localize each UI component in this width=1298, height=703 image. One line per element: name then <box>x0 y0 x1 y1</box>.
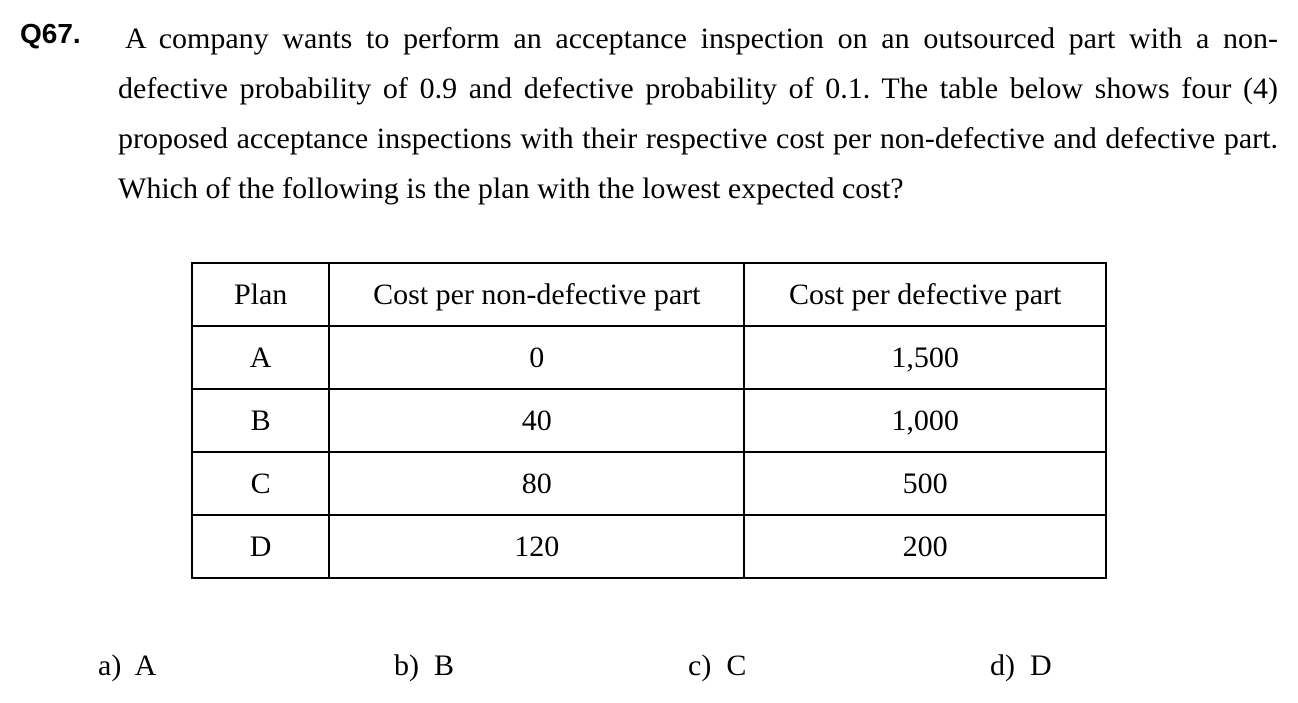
cell-plan: C <box>192 452 329 515</box>
cell-cost-defective: 500 <box>744 452 1106 515</box>
header-plan: Plan <box>192 263 329 326</box>
choice-label: A <box>134 649 157 682</box>
question-number: Q67. <box>20 18 81 49</box>
header-cost-defective: Cost per defective part <box>744 263 1106 326</box>
cell-cost-non-defective: 80 <box>329 452 744 515</box>
cost-table <box>191 262 1107 579</box>
choice-b[interactable] <box>394 646 454 686</box>
choice-label: B <box>434 649 455 682</box>
header-cost-non-defective: Cost per non-defective part <box>329 263 744 326</box>
table-row <box>192 515 1106 578</box>
choice-label: C <box>726 649 747 682</box>
question-text: A company wants to perform an acceptance inspection on an outsourced part with a non-defective probability of 0.9 and defective probability of 0.1. The table below shows four (4) proposed acceptance inspections with their respective cost per non-defective and defective part. Which of the following is the plan with the lowest expected cost? <box>118 22 1278 205</box>
cell-cost-non-defective: 0 <box>329 326 744 389</box>
choice-a[interactable] <box>98 646 156 686</box>
table-row <box>192 326 1106 389</box>
choice-label: D <box>1030 649 1052 682</box>
table-header-row <box>192 263 1106 326</box>
cell-cost-non-defective: 40 <box>329 389 744 452</box>
choice-c[interactable] <box>688 646 746 686</box>
choice-marker: c) <box>688 649 712 682</box>
choice-marker: d) <box>990 649 1015 682</box>
choice-marker: b) <box>394 649 419 682</box>
cell-plan: A <box>192 326 329 389</box>
table-row <box>192 452 1106 515</box>
cell-cost-defective: 200 <box>744 515 1106 578</box>
cell-cost-defective: 1,500 <box>744 326 1106 389</box>
cell-cost-defective: 1,000 <box>744 389 1106 452</box>
cell-cost-non-defective: 120 <box>329 515 744 578</box>
choice-d[interactable] <box>990 646 1052 686</box>
cell-plan: D <box>192 515 329 578</box>
cell-plan: B <box>192 389 329 452</box>
choice-marker: a) <box>98 649 122 682</box>
table-row <box>192 389 1106 452</box>
